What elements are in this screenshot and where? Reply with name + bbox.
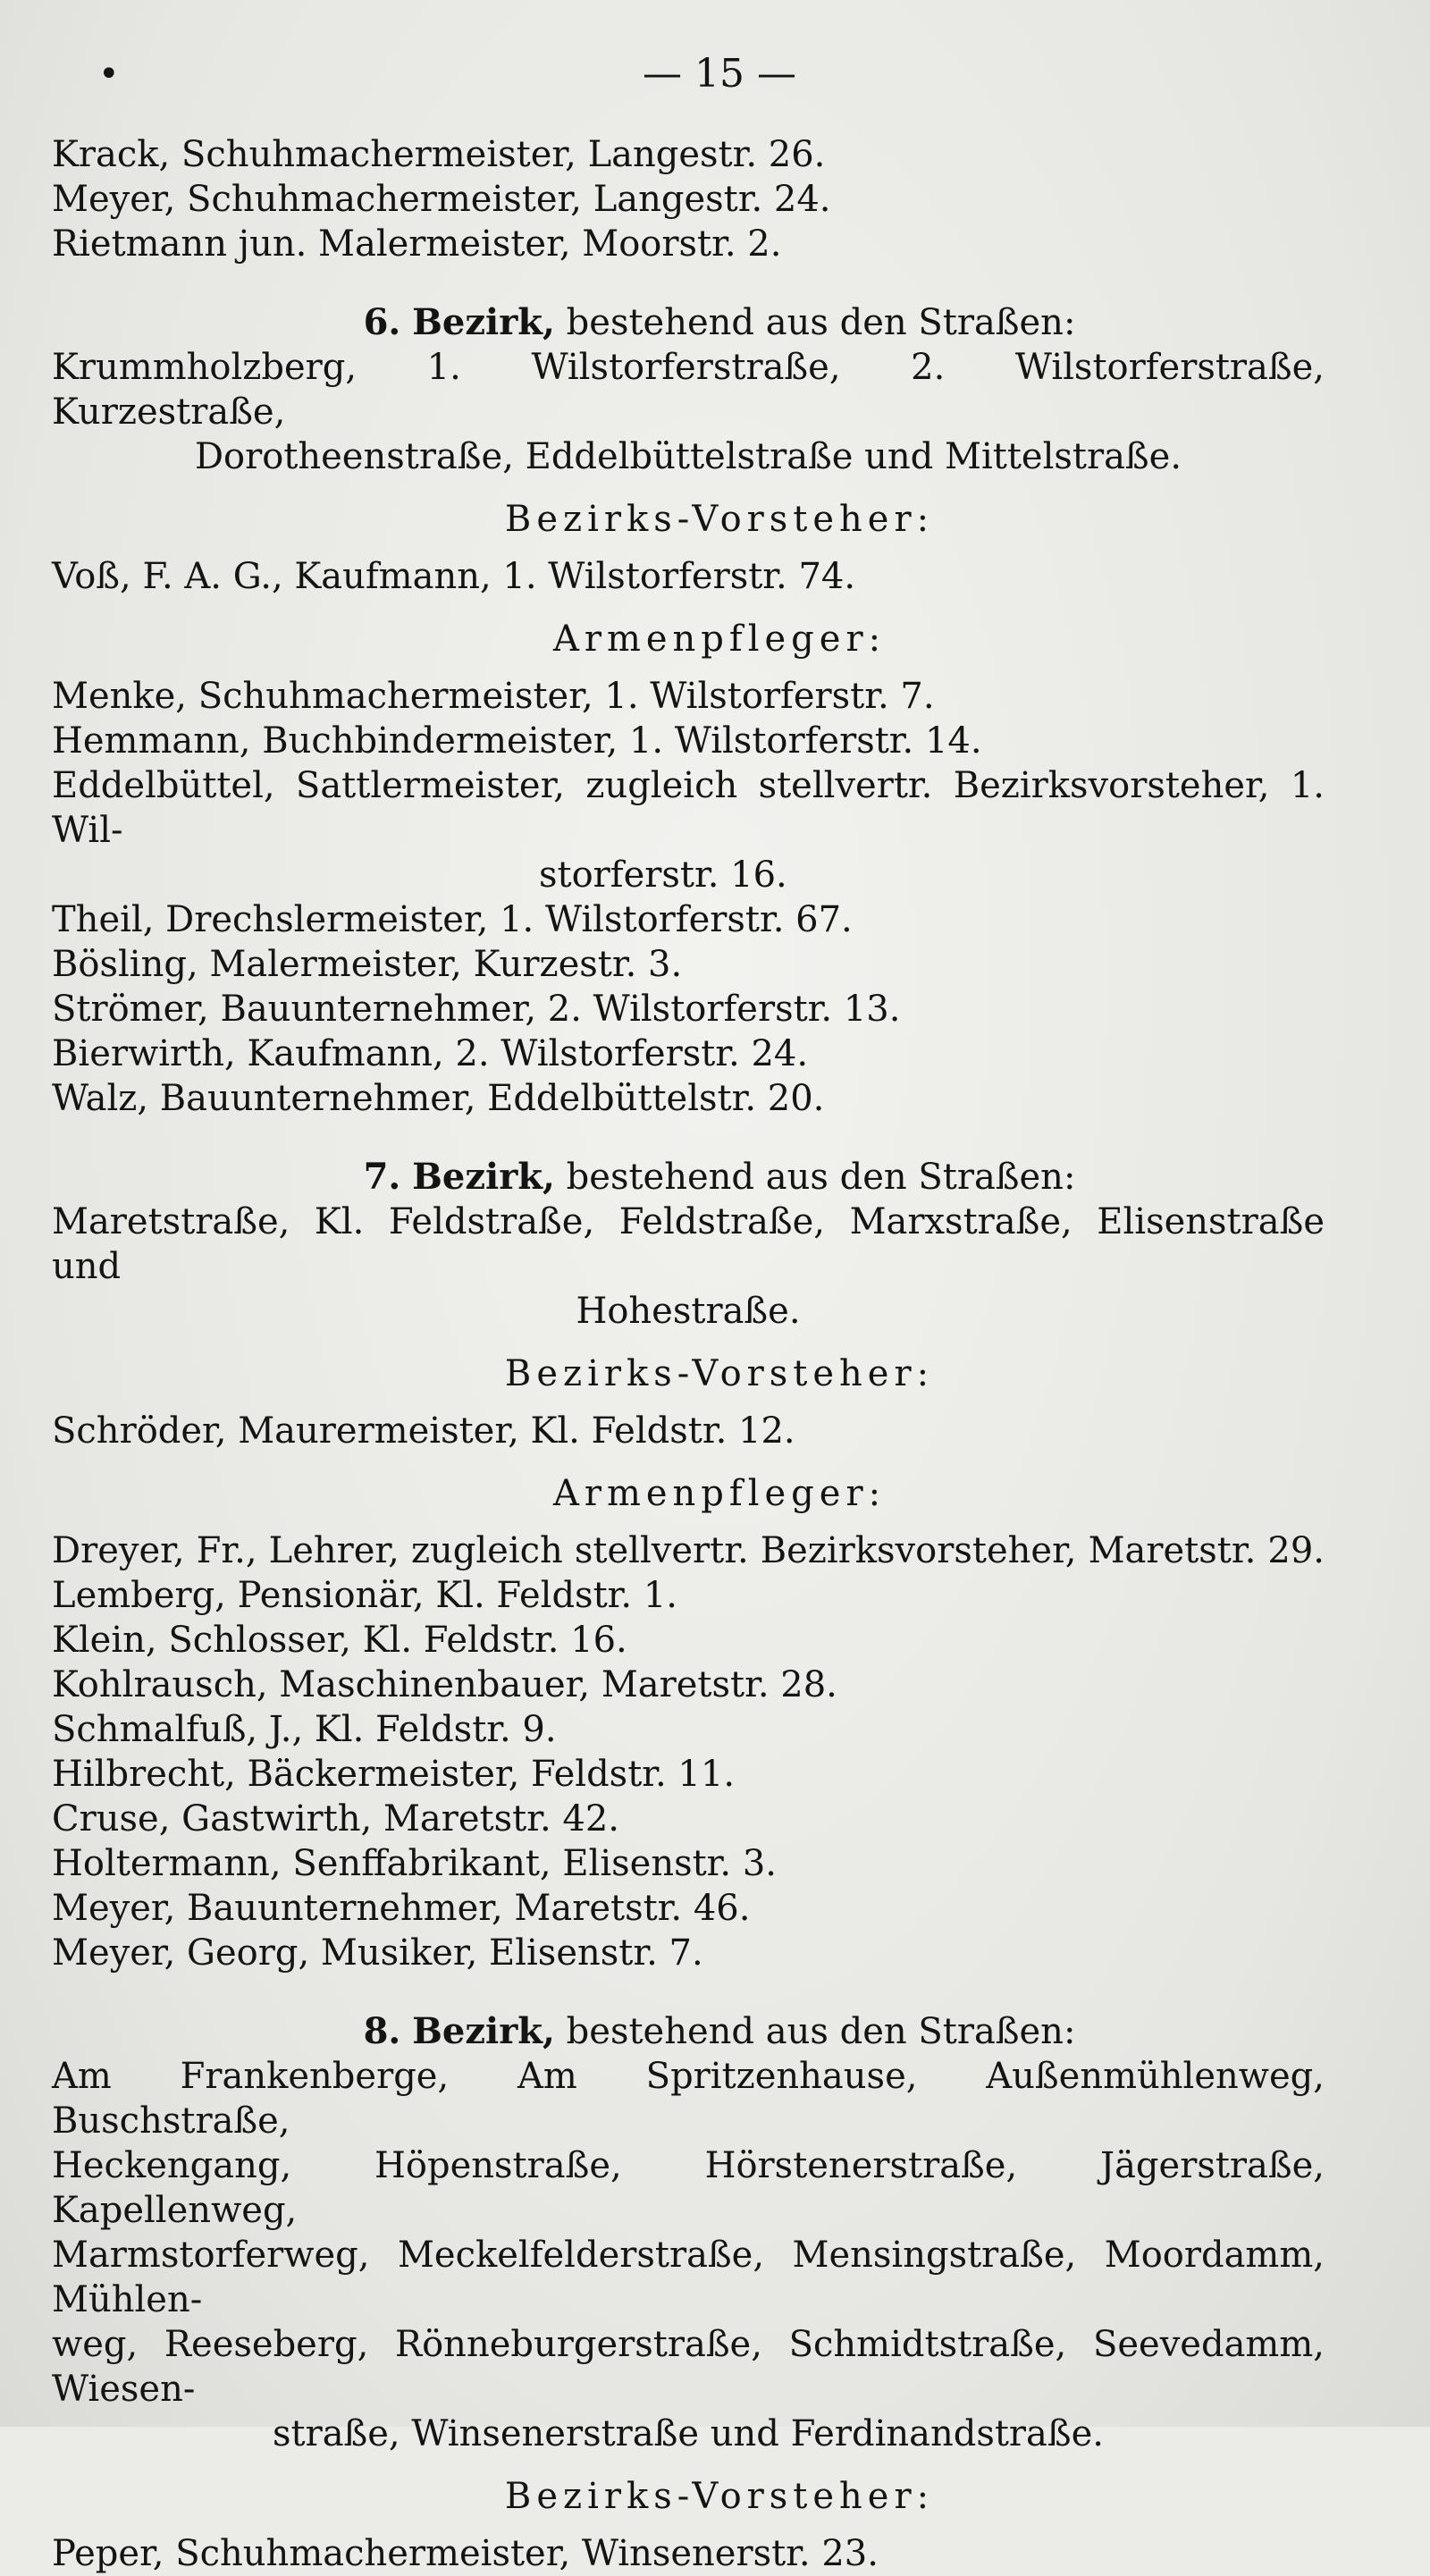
district-word: Bezirk, [412, 2010, 555, 2052]
list-item: Meyer, Georg, Musiker, Elisenstr. 7. [52, 1932, 703, 1974]
list-item: Bösling, Malermeister, Kurzestr. 3. [52, 944, 683, 985]
list-item: Bierwirth, Kaufmann, 2. Wilstorferstr. 24. [52, 1033, 809, 1074]
district-word: Bezirk, [412, 1156, 555, 1198]
district-6-chair: Voß, F. A. G., Kaufmann, 1. Wilstorferstr. 74. [52, 556, 856, 597]
district-8-streets: weg, Reeseberg, Rönneburgerstraße, Schmidtstraße, Seevedamm, Wiesen- [52, 2324, 1325, 2410]
district-heading-rest: bestehend aus den Straßen: [566, 1157, 1076, 1198]
district-6-streets: Krummholzberg, 1. Wilstorferstraße, 2. Wilstorferstraße, Kurzestraße, [52, 347, 1325, 433]
list-item: Theil, Drechslermeister, 1. Wilstorferstr. 67. [52, 899, 853, 940]
district-8-streets: straße, Winsenerstraße und Ferdinandstraße. [272, 2413, 1105, 2454]
district-6-streets: Dorotheenstraße, Eddelbüttelstraße und Mittelstraße. [194, 436, 1182, 477]
list-item: Strömer, Bauunternehmer, 2. Wilstorferstr. 13. [52, 989, 901, 1030]
district-8-chair-heading: Bezirks-Vorsteher: [504, 2476, 935, 2517]
list-item: Hilbrecht, Bäckermeister, Feldstr. 11. [52, 1754, 736, 1795]
district-6-carers-list [52, 674, 1325, 1121]
list-item: Rietmann jun. Malermeister, Moorstr. 2. [52, 223, 782, 265]
list-item: Kohlrausch, Maschinenbauer, Maretstr. 28. [52, 1664, 837, 1705]
district-8-chair: Peper, Schuhmachermeister, Winsenerstr. 23. [52, 2533, 879, 2574]
district-number: 8. [363, 2010, 401, 2052]
district-7-streets: Hohestraße. [576, 1291, 801, 1332]
list-item: Meyer, Schuhmachermeister, Langestr. 24. [52, 179, 831, 220]
top-entries [52, 132, 1325, 266]
list-item: Dreyer, Fr., Lehrer, zugleich stellvertr. Bezirksvorsteher, Maretstr. 29. [52, 1530, 1325, 1571]
list-item: Lemberg, Pensionär, Kl. Feldstr. 1. [52, 1575, 677, 1616]
district-7-chair: Schröder, Maurermeister, Kl. Feldstr. 12. [52, 1410, 795, 1452]
district-8-streets: Marmstorferweg, Meckelfelderstraße, Mensingstraße, Moordamm, Mühlen- [52, 2235, 1325, 2320]
district-8-streets: Am Frankenberge, Am Spritzenhause, Außenmühlenweg, Buschstraße, [52, 2056, 1325, 2142]
list-item: Eddelbüttel, Sattlermeister, zugleich stellvertr. Bezirksvorsteher, 1. Wil- [52, 765, 1325, 851]
district-heading-rest: bestehend aus den Straßen: [566, 2011, 1076, 2052]
district-7-heading [52, 1155, 1325, 1200]
district-heading-rest: bestehend aus den Straßen: [566, 302, 1076, 343]
district-8-streets: Heckengang, Höpenstraße, Hörstenerstraße, Jägerstraße, Kapellenweg, [52, 2145, 1325, 2231]
list-item: Holtermann, Senffabrikant, Elisenstr. 3. [52, 1843, 777, 1884]
district-6-chair-heading: Bezirks-Vorsteher: [504, 499, 935, 540]
list-item: Schmalfuß, J., Kl. Feldstr. 9. [52, 1709, 557, 1750]
list-item-continuation: storferstr. 16. [539, 854, 787, 896]
district-6-heading [52, 300, 1325, 345]
district-7-carers-list [52, 1528, 1325, 1975]
list-item: Cruse, Gastwirth, Maretstr. 42. [52, 1798, 619, 1839]
list-item: Krack, Schuhmachermeister, Langestr. 26. [52, 134, 826, 175]
margin-bullet: • [98, 54, 120, 95]
district-7-carers-heading: Armenpfleger: [552, 1473, 887, 1514]
district-number: 7. [363, 1156, 401, 1198]
district-7-streets: Maretstraße, Kl. Feldstraße, Feldstraße, Marxstraße, Elisenstraße und [52, 1201, 1325, 1287]
district-number: 6. [363, 301, 401, 343]
district-word: Bezirk, [412, 301, 555, 343]
list-item: Walz, Bauunternehmer, Eddelbüttelstr. 20. [52, 1078, 825, 1119]
page-number: — 15 — [643, 51, 796, 97]
district-8-heading [52, 2009, 1325, 2054]
list-item: Menke, Schuhmachermeister, 1. Wilstorferstr. 7. [52, 676, 935, 717]
district-6-carers-heading: Armenpfleger: [552, 619, 887, 660]
list-item: Hemmann, Buchbindermeister, 1. Wilstorferstr. 14. [52, 720, 982, 762]
list-item: Meyer, Bauunternehmer, Maretstr. 46. [52, 1888, 751, 1929]
district-7-chair-heading: Bezirks-Vorsteher: [504, 1353, 935, 1394]
list-item: Klein, Schlosser, Kl. Feldstr. 16. [52, 1620, 627, 1661]
